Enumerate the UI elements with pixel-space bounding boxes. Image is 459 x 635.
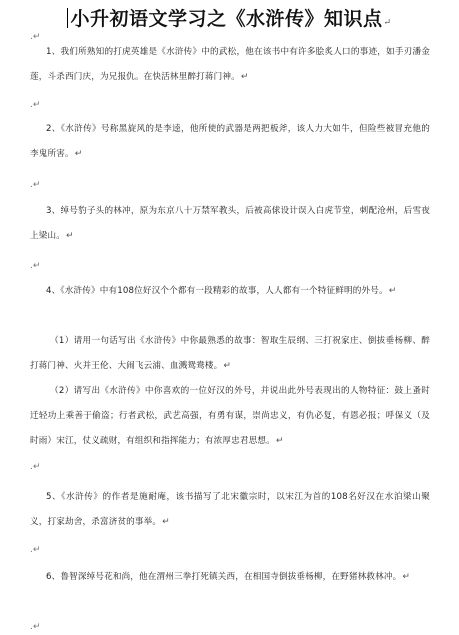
- paragraph-4-item-1: [30, 329, 430, 379]
- paragraph-2-text: 2、《水浒传》号称黑旋风的是李逵，他所使的武器是两把板斧，该人力大如牛，但险些被冒充他的李鬼所害。: [30, 124, 430, 159]
- blank-line-mark: .↵: [30, 32, 41, 42]
- paragraph-mark-icon: ↵: [240, 72, 249, 82]
- paragraph-3: [30, 199, 430, 249]
- paragraph-mark-icon: ↵: [383, 18, 392, 28]
- paragraph-4-item-1-text: （1）请用一句话写出《水浒传》中你最熟悉的故事：智取生辰纲、三打祝家庄、倒拔垂杨柳、醉打蒋门神、火并王伦、大闹飞云浦、血溅鸳鸯楼。: [30, 336, 430, 371]
- paragraph-5-text: 5、《水浒传》的作者是施耐庵，该书描写了北宋徽宗时，以宋江为首的108名好汉在水泊梁山聚义，打家劫舍，杀富济贫的事举。: [30, 492, 430, 527]
- document-title: [0, 4, 459, 31]
- title-text: 小升初语文学习之《水浒传》知识点: [70, 8, 383, 30]
- paragraph-4-item-2-text: （2）请写出《水浒传》中你喜欢的一位好汉的外号，并说出此外号表现出的人物特征：鼓上蚤时迁轻功上乘善于偷盗；行者武松，武艺高强，有勇有谋，崇尚忠义，有仇必复，有恩必报；呼保义（及时雨）宋江，仗义疏财，有组织和指挥能力；有浓厚忠君思想。: [30, 386, 430, 446]
- paragraph-5: [30, 485, 430, 535]
- paragraph-2: [30, 117, 430, 167]
- paragraph-4-text: 4、《水浒传》中有108位好汉个个都有一段精彩的故事，人人都有一个特征鲜明的外号。: [46, 286, 388, 296]
- paragraph-mark-icon: ↵: [74, 149, 83, 159]
- blank-line-mark: .↵: [30, 622, 41, 632]
- paragraph-4-item-2: [30, 379, 430, 454]
- paragraph-6-text: 6、鲁智深绰号花和尚，他在渭州三拳打死镇关西，在相国寺倒拔垂杨柳，在野猪林救林冲。: [46, 572, 402, 582]
- paragraph-mark-icon: ↵: [65, 231, 74, 241]
- paragraph-6: [30, 565, 430, 590]
- paragraph-mark-icon: ↵: [388, 286, 397, 296]
- paragraph-mark-icon: ↵: [162, 517, 170, 527]
- paragraph-1: [30, 40, 430, 90]
- blank-line-mark: .↵: [30, 180, 41, 190]
- blank-line-mark: .↵: [30, 100, 41, 110]
- text-cursor: [67, 8, 68, 28]
- paragraph-1-text: 1、我们所熟知的打虎英雄是《水浒传》中的武松，他在该书中有许多脍炙人口的事迹，如手刃潘金莲，斗杀西门庆，为兄报仇。在快活林里醉打蒋门神。: [30, 47, 430, 82]
- paragraph-mark-icon: ↵: [275, 436, 284, 446]
- paragraph-mark-icon: ↵: [223, 361, 232, 371]
- blank-line-mark: .↵: [30, 261, 41, 271]
- paragraph-3-text: 3、绰号豹子头的林冲，原为东京八十万禁军教头，后被高俅设计误入白虎节堂，刺配沧州，后雪夜上梁山。: [30, 206, 430, 241]
- blank-line-mark: .↵: [30, 462, 41, 472]
- blank-line-mark: .↵: [30, 545, 41, 555]
- paragraph-mark-icon: ↵: [402, 572, 411, 582]
- paragraph-4: [30, 279, 430, 304]
